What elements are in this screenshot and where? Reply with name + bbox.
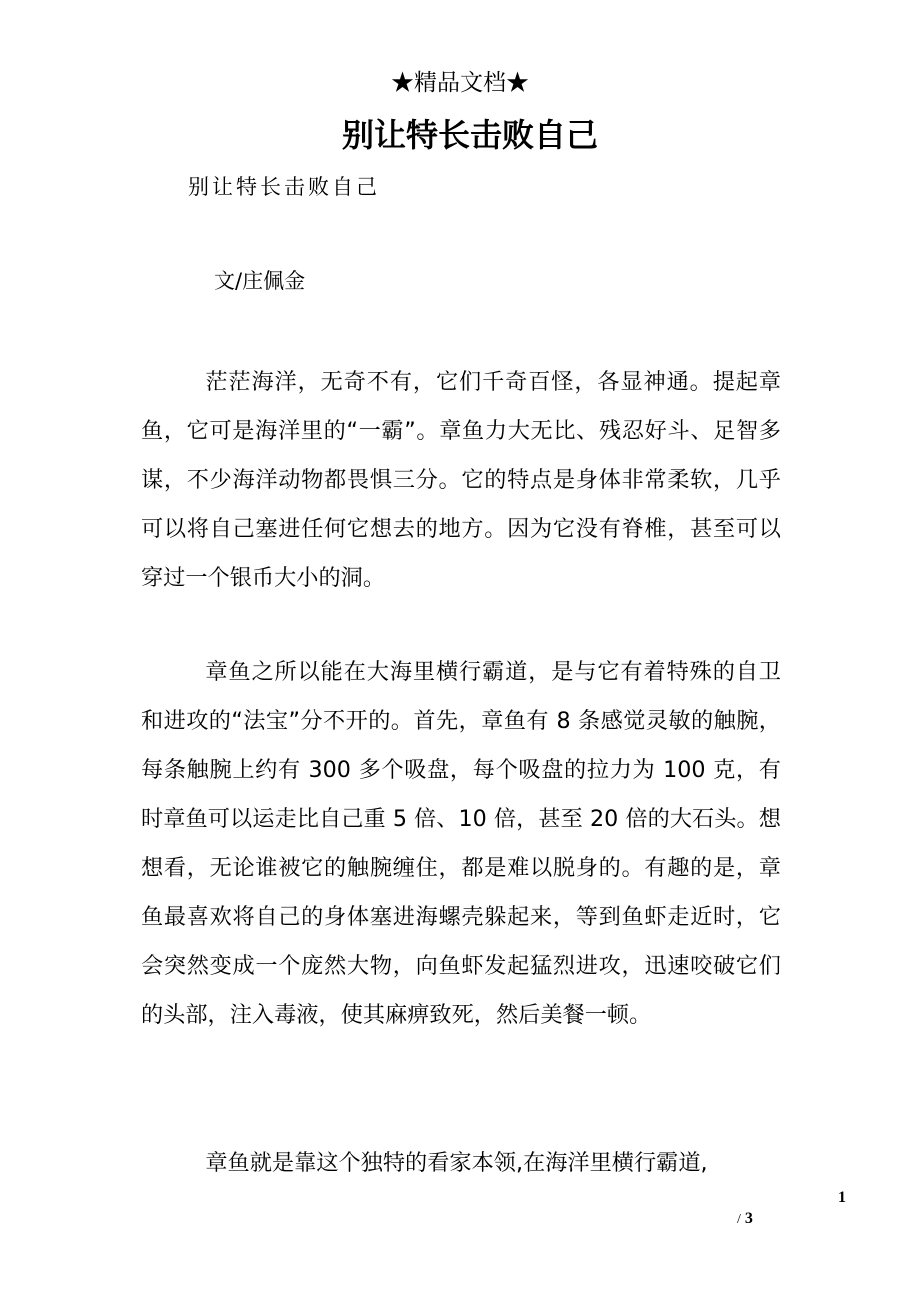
page-total-separator: / <box>737 1212 741 1227</box>
author-byline: 文/庄佩金 <box>214 269 306 293</box>
body-paragraph-3: 章鱼就是靠这个独特的看家本领,在海洋里横行霸道, <box>205 1150 708 1176</box>
document-header-badge: ★精品文档★ <box>391 70 529 96</box>
page-total-count: 3 <box>744 1210 753 1227</box>
document-subtitle: 别让特长击败自己 <box>188 175 380 199</box>
page-number: 1 <box>838 1189 846 1206</box>
page-total <box>737 1210 753 1228</box>
body-paragraph-1: 茫茫海洋，无奇不有，它们千奇百怪，各显神通。提起章鱼，它可是海洋里的“一霸”。章鱼力大无比、残忍好斗、足智多谋，不少海洋动物都畏惧三分。它的特点是身体非常柔软，几乎可以将自己塞进任何它想去的地方。因为它没有脊椎，甚至可以穿过一个银币大小的洞。 <box>141 369 781 591</box>
document-title: 别让特长击败自己 <box>341 116 598 154</box>
body-paragraph-2: 章鱼之所以能在大海里横行霸道，是与它有着特殊的自卫和进攻的“法宝”分不开的。首先，章鱼有 8 条感觉灵敏的触腕，每条触腕上约有 300 多个吸盘，每个吸盘的拉力为 100 克，有时章鱼可以运走比自己重 5 倍、10 倍，甚至 20 倍的大石头。想想看，无论谁被它的触腕缠住，都是难以脱身的。有趣的是，章鱼最喜欢将自己的身体塞进海螺壳躲起来，等到鱼虾走近时，它会突然变成一个庞然大物，向鱼虾发起猛烈进攻，迅速咬破它们的头部，注入毒液，使其麻痹致死，然后美餐一顿。 <box>141 659 781 1028</box>
